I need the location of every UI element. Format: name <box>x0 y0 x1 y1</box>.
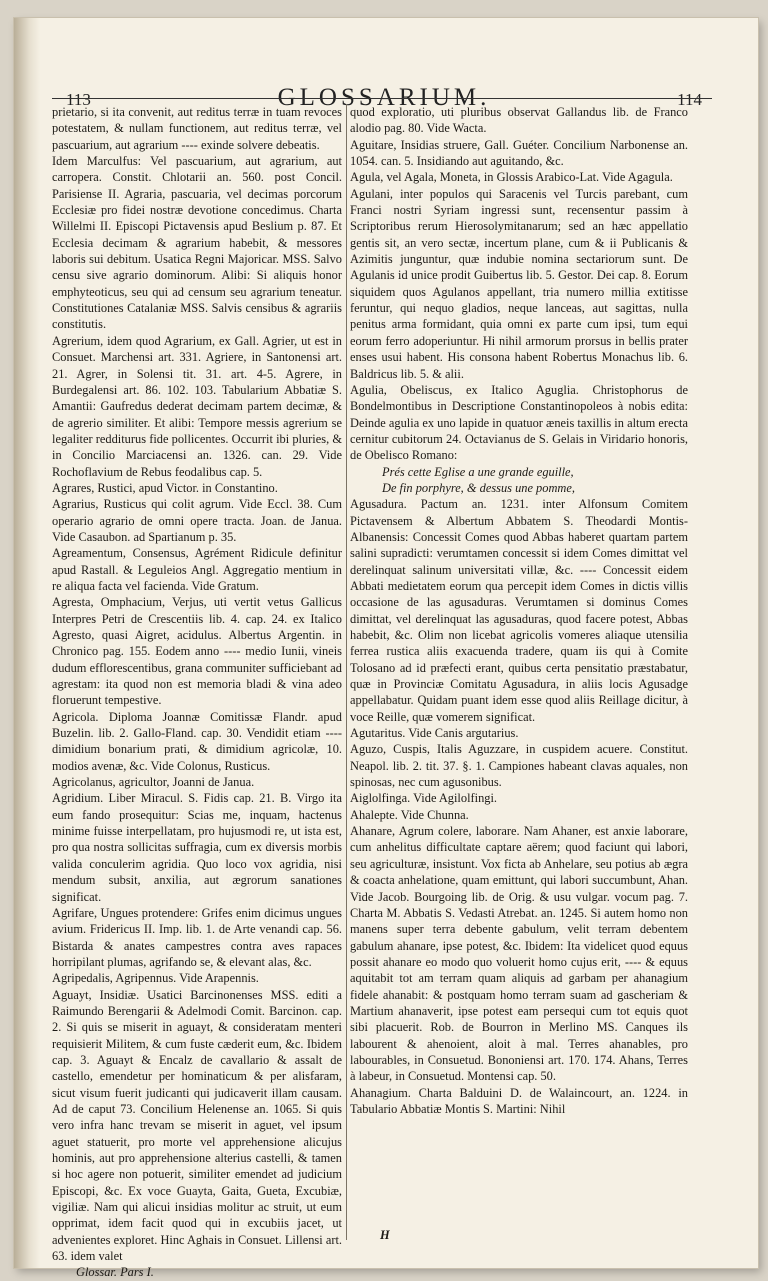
left-entry: prietario, si ita convenit, aut reditus terræ in tuam revoces potestatem, & nullam functionem, aut reditus terræ, vel pascuarium, aut agrarium ---- exinde solvere debeatis. <box>52 105 342 152</box>
left-entry: Agresta, Omphacium, Verjus, uti vertit vetus Gallicus Interpres Petri de Crescentiis lib. 4. cap. 24. ex Italico Agresto, quasi Aigret, acidulus. Albertus Argentin. in Chronico pag. 155. Eodem anno ---- medio Iunii, vineis dudum efflorescentibus, grana communiter sufficiebant ad agrestam: ita quod non est memoria bladi & vina adeo floruerunt tempestive. <box>52 595 342 708</box>
page-gutter <box>14 18 40 1268</box>
page-number-left: 113 <box>66 90 91 109</box>
left-entry: Agrarius, Rusticus qui colit agrum. Vide Eccl. 38. Cum operario agrario de omni opere tracta. Joan. de Janua. Vide Casaubon. ad Spartianum p. 35. <box>52 497 342 544</box>
left-entry: Agripedalis, Agripennus. Vide Arapennis. <box>52 971 259 986</box>
left-entry: Idem Marculfus: Vel pascuarium, aut agrarium, aut carropera. Constit. Chlotarii an. 560. post Concil. Parisiense II. Agraria, pascuaria, vel decimas porcorum Ecclesiæ pro fidei nostræ devotione concedimus. Charta Willelmi II. Episcopi Pictavensis apud Beslium p. 87. Et Ecclesia decimam & agrarium habebit, & messores laboris sui debitum. Usatica Regni Majoricar. MSS. Salvo censu sive agrario dominorum. Alibi: Si aliquis honor emphyteoticus, seu qui ad censum seu agrarium teneatur. Constitutiones Catalaniæ MSS. Salvis censibus & agrariis constitutis. <box>52 154 342 332</box>
right-entry: Agula, vel Agala, Moneta, in Glossis Arabico-Lat. Vide Agagula. <box>350 170 673 185</box>
signature-mark: Glossar. Pars I. <box>76 1265 154 1280</box>
right-entry: Agulia, Obeliscus, ex Italico Aguglia. Christophorus de Bondelmontibus in Descriptione Constantinopoleos à nobis edita: Deinde agulia ex uno lapide in quatuor æneis taxillis in altum erecta cernitur cubitorum 24. Octavianus de S. Gelais in Viridario honoris, de Obelisco Romano: <box>350 382 688 463</box>
right-entry: Agutaritus. Vide Canis argutarius. <box>350 726 519 741</box>
running-head: GLOSSARIUM. <box>277 84 491 111</box>
right-entry: Agulani, inter populos qui Saracenis vel Turcis parebant, cum Franci nostri Syriam ingressi sunt, recensentur passim à Scriptoribus rerum Hierosolymitanarum; sed an hæc appellatio gentis sit, an vero sectæ, incertum plane, cum & ii Publicanis & Azimitis junguntur, quæ indubie nomina sectariorum sunt. De Agulanis id unice prodit Guibertus lib. 5. Gestor. Dei cap. 8. Eorum siquidem quos Agulanos appellant, tria numero millia extitisse feruntur, qui nequo gladios, neque lanceas, aut sagittas, nulla penitus arma formidant, quia omni ex parte cum ipsi, tum equi eorum ferro adoperiuntur. Hi nihil armorum prorsus in bellis prater enses usui habent. His consona habent Robertus Monachus lib. 6. Baldricus lib. 5. & alii. <box>350 186 688 381</box>
left-entry: Agridium. Liber Miracul. S. Fidis cap. 21. B. Virgo ita eum fando prosequitur: Scias me, inquam, hactenus minime fuisse interpellatam, pro hujusmodi re, ut ista est, pro qua nostra sollicitas suffragia, cum ex diversis morbis valida conculerim agridia. Quo loco vox agridia, nisi mendum subsit, anxilia, aut ægrorum sanationes significat. <box>52 791 342 904</box>
right-entry: Aiglolfinga. Vide Agilolfingi. <box>350 791 498 806</box>
right-entry: Aguzo, Cuspis, Italis Aguzzare, in cuspidem acuere. Constitut. Neapol. lib. 2. tit. 37. §. 1. Campiones habeant clavas aquales, non spinosas, nec cum agusonibus. <box>350 742 688 790</box>
left-entry: Agrerium, idem quod Agrarium, ex Gall. Agrier, ut est in Consuet. Marchensi art. 331. Agriere, in Santonensi art. 21. Agrer, in Solensi tit. 31. art. 4-5. Agrere, in Burdegalensi art. 86. 102. 103. Tabularium Abbatiæ S. Amantii: Gaufredus dederat decimam partem decimæ, & de agrerio similiter. Et alibi: Tempore messis agrerium se legaliter redditurus fide pollicentes. Occurrit ibi pluries, & in Concilio Marciacensi an. 1326. can. 29. Vide Rochoflavium de Rebus feodalibus cap. 5. <box>52 333 342 479</box>
header-rule <box>52 98 712 99</box>
verse-line: Prés cette Eglise a une grande eguille, <box>382 464 574 479</box>
signature-letter: H <box>380 1228 390 1242</box>
right-column <box>350 104 688 1240</box>
page-number-right: 114 <box>677 90 702 109</box>
right-entry: quod exploratio, uti pluribus observat Gallandus lib. de Franco alodio pag. 80. Vide Wacta. <box>350 105 688 136</box>
left-entry: Agrares, Rustici, apud Victor. in Constantino. <box>52 480 278 495</box>
left-entry: Agricolanus, agricultor, Joanni de Janua. <box>52 775 255 790</box>
column-divider <box>346 104 347 1240</box>
right-entry: Ahanagium. Charta Balduini D. de Walaincourt, an. 1224. in Tabulario Abbatiæ Montis S. Martini: Nihil <box>350 1085 688 1116</box>
left-column <box>52 104 342 1280</box>
left-entry: Agricola. Diploma Joannæ Comitissæ Flandr. apud Buzelin. lib. 2. Gallo-Fland. cap. 30. Vendidit etiam ---- dimidium bonarium prati, & dimidium agricolæ, 10. modios avenæ, &c. Vide Colonus, Rusticus. <box>52 709 342 773</box>
left-entry: Agreamentum, Consensus, Agrément Ridicule definitur apud Rastall. & Leguleios Angl. Aggregatio mentium in re aliqua facta vel facienda. Vide Gratum. <box>52 546 342 593</box>
left-entry: Aguayt, Insidiæ. Usatici Barcinonenses MSS. editi a Raimundo Berengarii & Adelmodi Comit. Barcinon. cap. 2. Si quis se miserit in aguayt, & consideratam menteri requisierit Militem, & cum fuste cæderit eum, &c. Ibidem cap. 3. Aguayt & Encalz de cavallario & assalt de castello, emendetur per hominaticum & per alisfaram, sicut visum fuerit judicanti qui judicaverit illam causam. Ad de caput 73. Concilium Helenense an. 1065. Si quis vero infra hanc trevam se miserit in aguet, vel ipsum aguet statuerit, pro morte vel apprehensione alicujus hominis, aut pro apprehensione alterius castelli, & tamen si hoc agere non potuerit, similiter emendet ad judicium Episcopi, &c. Ex voce Guayta, Gaita, Gueta, Excubiæ, vigiliæ. Nam qui alicui insidias molitur ac struit, ut eum opprimat, idem facit quod qui in excubiis jacet, ut advenientes exploret. Hinc Aghais in Consuet. Lillensi art. 63. idem valet <box>52 987 342 1264</box>
right-entry: Ahalepte. Vide Chunna. <box>350 807 469 822</box>
left-entry: Agrifare, Ungues protendere: Grifes enim dicimus ungues avium. Fridericus II. Imp. lib. 1. de Arte venandi cap. 56. Bistarda & anates campestres contra aves rapaces horripilant plumas, agrifando se, & elevant alas, &c. <box>52 905 342 969</box>
right-entry: Ahanare, Agrum colere, laborare. Nam Ahaner, est anxie laborare, cum anhelitus difficultate captare aërem; quod faciunt qui labori, seu agriculturæ, insistunt. Vox ficta ab Anhelare, seu potius ab ægra & coacta anhelatione, quam emittunt, qui labori succumbunt, Ahan. Vide Jacob. Bourgoing lib. de Orig. & usu vulgar. vocum pag. 7. Charta M. Abbatis S. Vedasti Atrebat. an. 1245. Si autem homo non manens super terra debente gabulum, velit terram debentem gabulum ahanare, ipse potest, &c. Ibidem: Ita videlicet quod equus possit ahanare eo modo quo voluerit homo cujus erit, ---- & equus aquitabit tot am terram quam aliquis ad garbam per ahanagium fidele ahanabit: & postquam homo terram suam ad gascheriam & Martium ahanaverit, ipse potest eam persequi cum tot equis quot sibi placuerit. Rob. de Bourron in Merlino MS. Canques ils labourent & ahenoient, aloit à mal. Terres ahanables, pro labourables, in Consuetud. Bononiensi art. 170. 174. Ahans, Terres à labeur, in Consuetud. Montensi cap. 50. <box>350 824 688 1084</box>
right-entry: Aguitare, Insidias struere, Gall. Guéter. Concilium Narbonense an. 1054. can. 5. Insidiando aut aguitando, &c. <box>350 137 688 169</box>
right-entry: Agusadura. Pactum an. 1231. inter Alfonsum Comitem Pictavensem & Albertum Abbatem S. Theodardi Montis-Albanensis: Concessit Comes quod Abbas haberet quartam partem salini supradicti: verumtamen concessit si idem Comes dimittat vel derelinquat salinum universitati villæ, &c. ---- Concessit eidem Abbati medietatem eorum qua percepit idem Comes in dictis villis occasione de las agusaduras. Verumtamen si dominus Comes dimittat, vel derelinquat las agusaduras, quod facere potest, Abbas habebit, &c. Olim non licebat agricolis vomeres aliaque utensilia ferrea rustica aliis exacuenda tradere, quam iis qui à Comite Tolosano ad id præfecti erant, quibus certa pensitatio præstabatur, quæ in Provinciæ Comitatu Agusadura, in aliis locis Agusadge appellabatur. Quidam puant idem esse quod aliis Reillage dicitur, à voce Reille, quæ vomerem significat. <box>350 497 688 724</box>
verse-line: De fin porphyre, & dessus une pomme, <box>382 480 575 495</box>
